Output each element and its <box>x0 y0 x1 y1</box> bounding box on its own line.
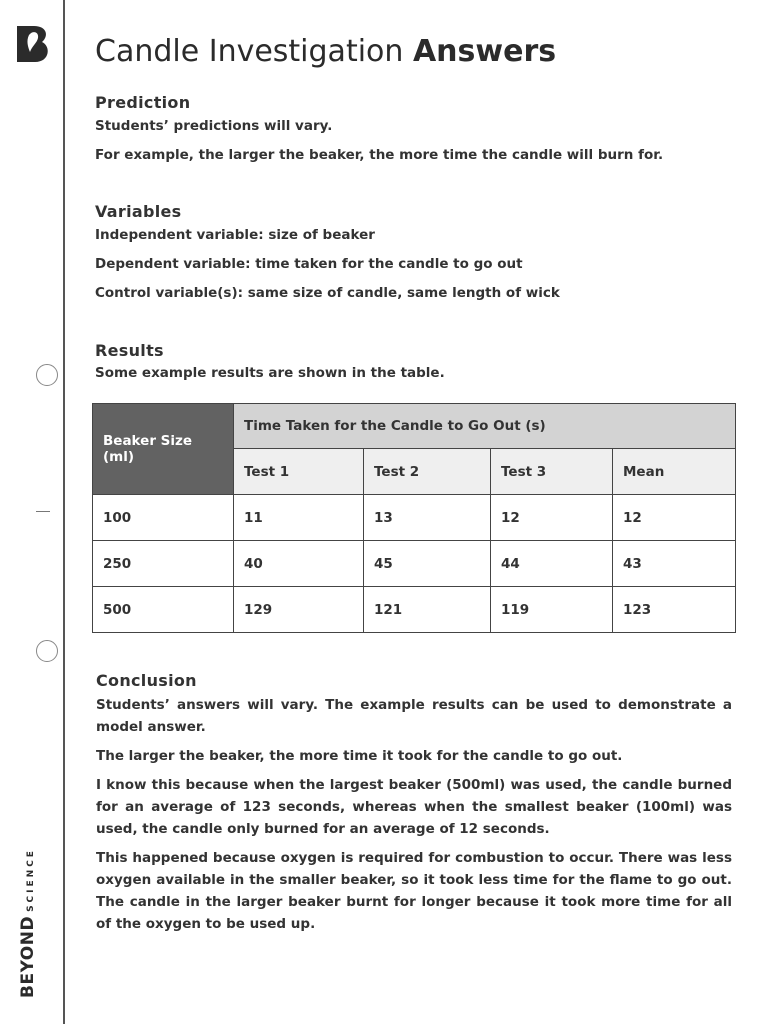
variables-heading: Variables <box>95 202 182 221</box>
page-title <box>95 34 556 69</box>
table-cell: 121 <box>364 587 491 633</box>
test-3-header: Test 3 <box>491 449 613 495</box>
prediction-line-2: For example, the larger the beaker, the more time the candle will burn for. <box>95 147 664 163</box>
conclusion-paragraph-3: I know this because when the largest beaker (500ml) was used, the candle burned for an average of 123 seconds, whereas when the smallest beaker (100ml) was used, the candle only burned for an average of 12 seconds. <box>96 777 732 837</box>
margin-line <box>63 0 65 1024</box>
prediction-line-1: Students’ predictions will vary. <box>95 118 333 134</box>
table-cell: 12 <box>613 495 736 541</box>
dependent-variable: Dependent variable: time taken for the candle to go out <box>95 256 523 272</box>
brand-sub: SCIENCE <box>26 848 36 912</box>
table-row <box>93 541 736 587</box>
table-cell: 500 <box>93 587 234 633</box>
brand-wordmark <box>18 848 38 998</box>
beaker-size-header: Beaker Size (ml) <box>93 404 234 495</box>
table-cell: 119 <box>491 587 613 633</box>
table-row <box>93 587 736 633</box>
test-1-header: Test 1 <box>234 449 364 495</box>
results-intro: Some example results are shown in the table. <box>95 365 445 381</box>
table-cell: 100 <box>93 495 234 541</box>
table-cell: 44 <box>491 541 613 587</box>
time-taken-header: Time Taken for the Candle to Go Out (s) <box>234 404 736 449</box>
beyond-logo-icon <box>14 22 52 66</box>
conclusion-heading: Conclusion <box>96 671 197 690</box>
table-cell: 12 <box>491 495 613 541</box>
table-cell: 13 <box>364 495 491 541</box>
margin-tick <box>36 511 50 512</box>
results-table <box>92 403 736 633</box>
punch-hole-top <box>36 364 58 386</box>
conclusion-paragraph-4: This happened because oxygen is required for combustion to occur. There was less oxygen available in the smaller beaker, so it took less time for the flame to go out. The candle in the larger beaker burnt for longer because it took more time for all of the oxygen to be used up. <box>96 850 732 932</box>
table-cell: 43 <box>613 541 736 587</box>
control-variables: Control variable(s): same size of candle, same length of wick <box>95 285 560 301</box>
test-2-header: Test 2 <box>364 449 491 495</box>
table-row <box>93 495 736 541</box>
table-cell: 129 <box>234 587 364 633</box>
brand-name: BEYOND <box>18 915 38 998</box>
table-cell: 11 <box>234 495 364 541</box>
independent-variable: Independent variable: size of beaker <box>95 227 375 243</box>
mean-header: Mean <box>613 449 736 495</box>
title-bold: Answers <box>412 34 557 69</box>
prediction-heading: Prediction <box>95 93 191 112</box>
conclusion-paragraph-2: The larger the beaker, the more time it took for the candle to go out. <box>96 748 623 764</box>
title-main: Candle Investigation <box>95 34 404 69</box>
table-cell: 45 <box>364 541 491 587</box>
table-cell: 250 <box>93 541 234 587</box>
results-heading: Results <box>95 341 164 360</box>
conclusion-paragraph-1: Students’ answers will vary. The example results can be used to demonstrate a model answer. <box>96 697 732 735</box>
table-cell: 40 <box>234 541 364 587</box>
punch-hole-bottom <box>36 640 58 662</box>
table-cell: 123 <box>613 587 736 633</box>
